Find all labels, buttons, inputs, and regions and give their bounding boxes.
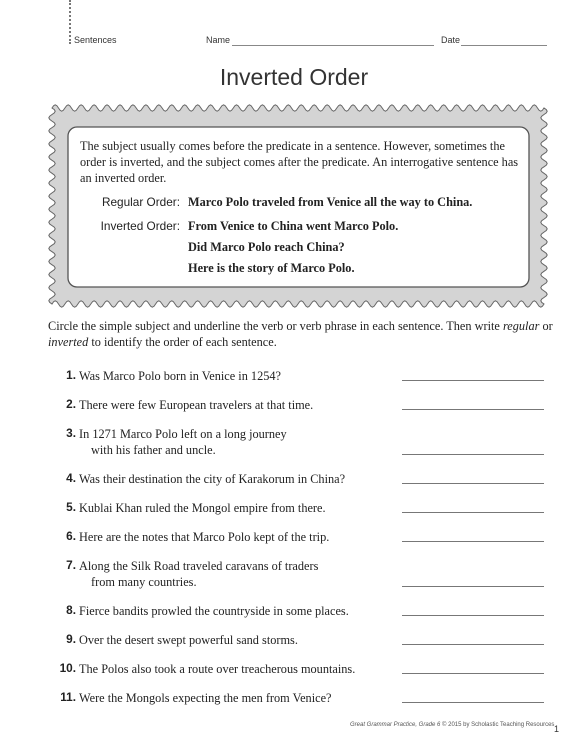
name-field[interactable] bbox=[232, 45, 434, 46]
date-field[interactable] bbox=[461, 45, 547, 46]
question-text: Fierce bandits prowled the countryside in some places. bbox=[79, 604, 349, 618]
instruction-word-regular: regular bbox=[502, 319, 540, 333]
answer-line[interactable] bbox=[402, 483, 544, 484]
question-text-line2: with his father and uncle. bbox=[91, 443, 216, 457]
inverted-example: Did Marco Polo reach China? bbox=[188, 240, 345, 254]
answer-line[interactable] bbox=[402, 454, 544, 455]
name-label: Name bbox=[206, 35, 231, 45]
instructions: Circle the simple subject and underline the verb or verb phrase in each sentence. Then write regular or inverted to identify the order of each sentence. bbox=[48, 319, 553, 349]
date-label: Date bbox=[441, 35, 461, 45]
margin-dotted-line bbox=[69, 0, 71, 44]
page-number: 1 bbox=[554, 724, 560, 734]
question-text: In 1271 Marco Polo left on a long journey bbox=[79, 427, 287, 441]
answer-line[interactable] bbox=[402, 673, 544, 674]
answer-line[interactable] bbox=[402, 541, 544, 542]
inverted-example: From Venice to China went Marco Polo. bbox=[188, 219, 399, 233]
page-title: Inverted Order bbox=[219, 64, 369, 90]
answer-line[interactable] bbox=[402, 644, 544, 645]
info-intro: The subject usually comes before the predicate in a sentence. However, sometimes the order is inverted, and the subject comes after the predicate. An interrogative sentence has an inverted order. bbox=[80, 139, 519, 185]
question-text-line2: from many countries. bbox=[91, 575, 197, 589]
question-text: There were few European travelers at that time. bbox=[79, 398, 314, 412]
answer-line[interactable] bbox=[402, 380, 544, 381]
regular-example: Marco Polo traveled from Venice all the way to China. bbox=[188, 195, 473, 209]
answer-line[interactable] bbox=[402, 586, 544, 587]
regular-order-label: Regular Order: bbox=[101, 195, 180, 209]
answer-line[interactable] bbox=[402, 512, 544, 513]
question-text: Was Marco Polo born in Venice in 1254? bbox=[79, 369, 281, 383]
instruction-word-inverted: inverted bbox=[48, 335, 89, 349]
question-text: Were the Mongols expecting the men from Venice? bbox=[79, 691, 332, 705]
footer-copyright: © 2015 by Scholastic Teaching Resources bbox=[440, 722, 555, 728]
inverted-order-label: Inverted Order: bbox=[100, 219, 180, 233]
footer-credit bbox=[350, 722, 554, 728]
section-label: Sentences bbox=[74, 35, 117, 45]
answer-line[interactable] bbox=[402, 615, 544, 616]
question-text: Here are the notes that Marco Polo kept of the trip. bbox=[79, 530, 330, 544]
footer-source: Great Grammar Practice, Grade 6 bbox=[350, 722, 441, 728]
answer-line[interactable] bbox=[402, 409, 544, 410]
question-text: Was their destination the city of Karakorum in China? bbox=[79, 472, 346, 486]
question-text: The Polos also took a route over treacherous mountains. bbox=[79, 662, 356, 676]
question-text: Along the Silk Road traveled caravans of traders bbox=[79, 559, 319, 573]
question-text: Kublai Khan ruled the Mongol empire from there. bbox=[79, 501, 326, 515]
inverted-example: Here is the story of Marco Polo. bbox=[188, 261, 355, 275]
question-text: Over the desert swept powerful sand storms. bbox=[79, 633, 298, 647]
answer-line[interactable] bbox=[402, 702, 544, 703]
